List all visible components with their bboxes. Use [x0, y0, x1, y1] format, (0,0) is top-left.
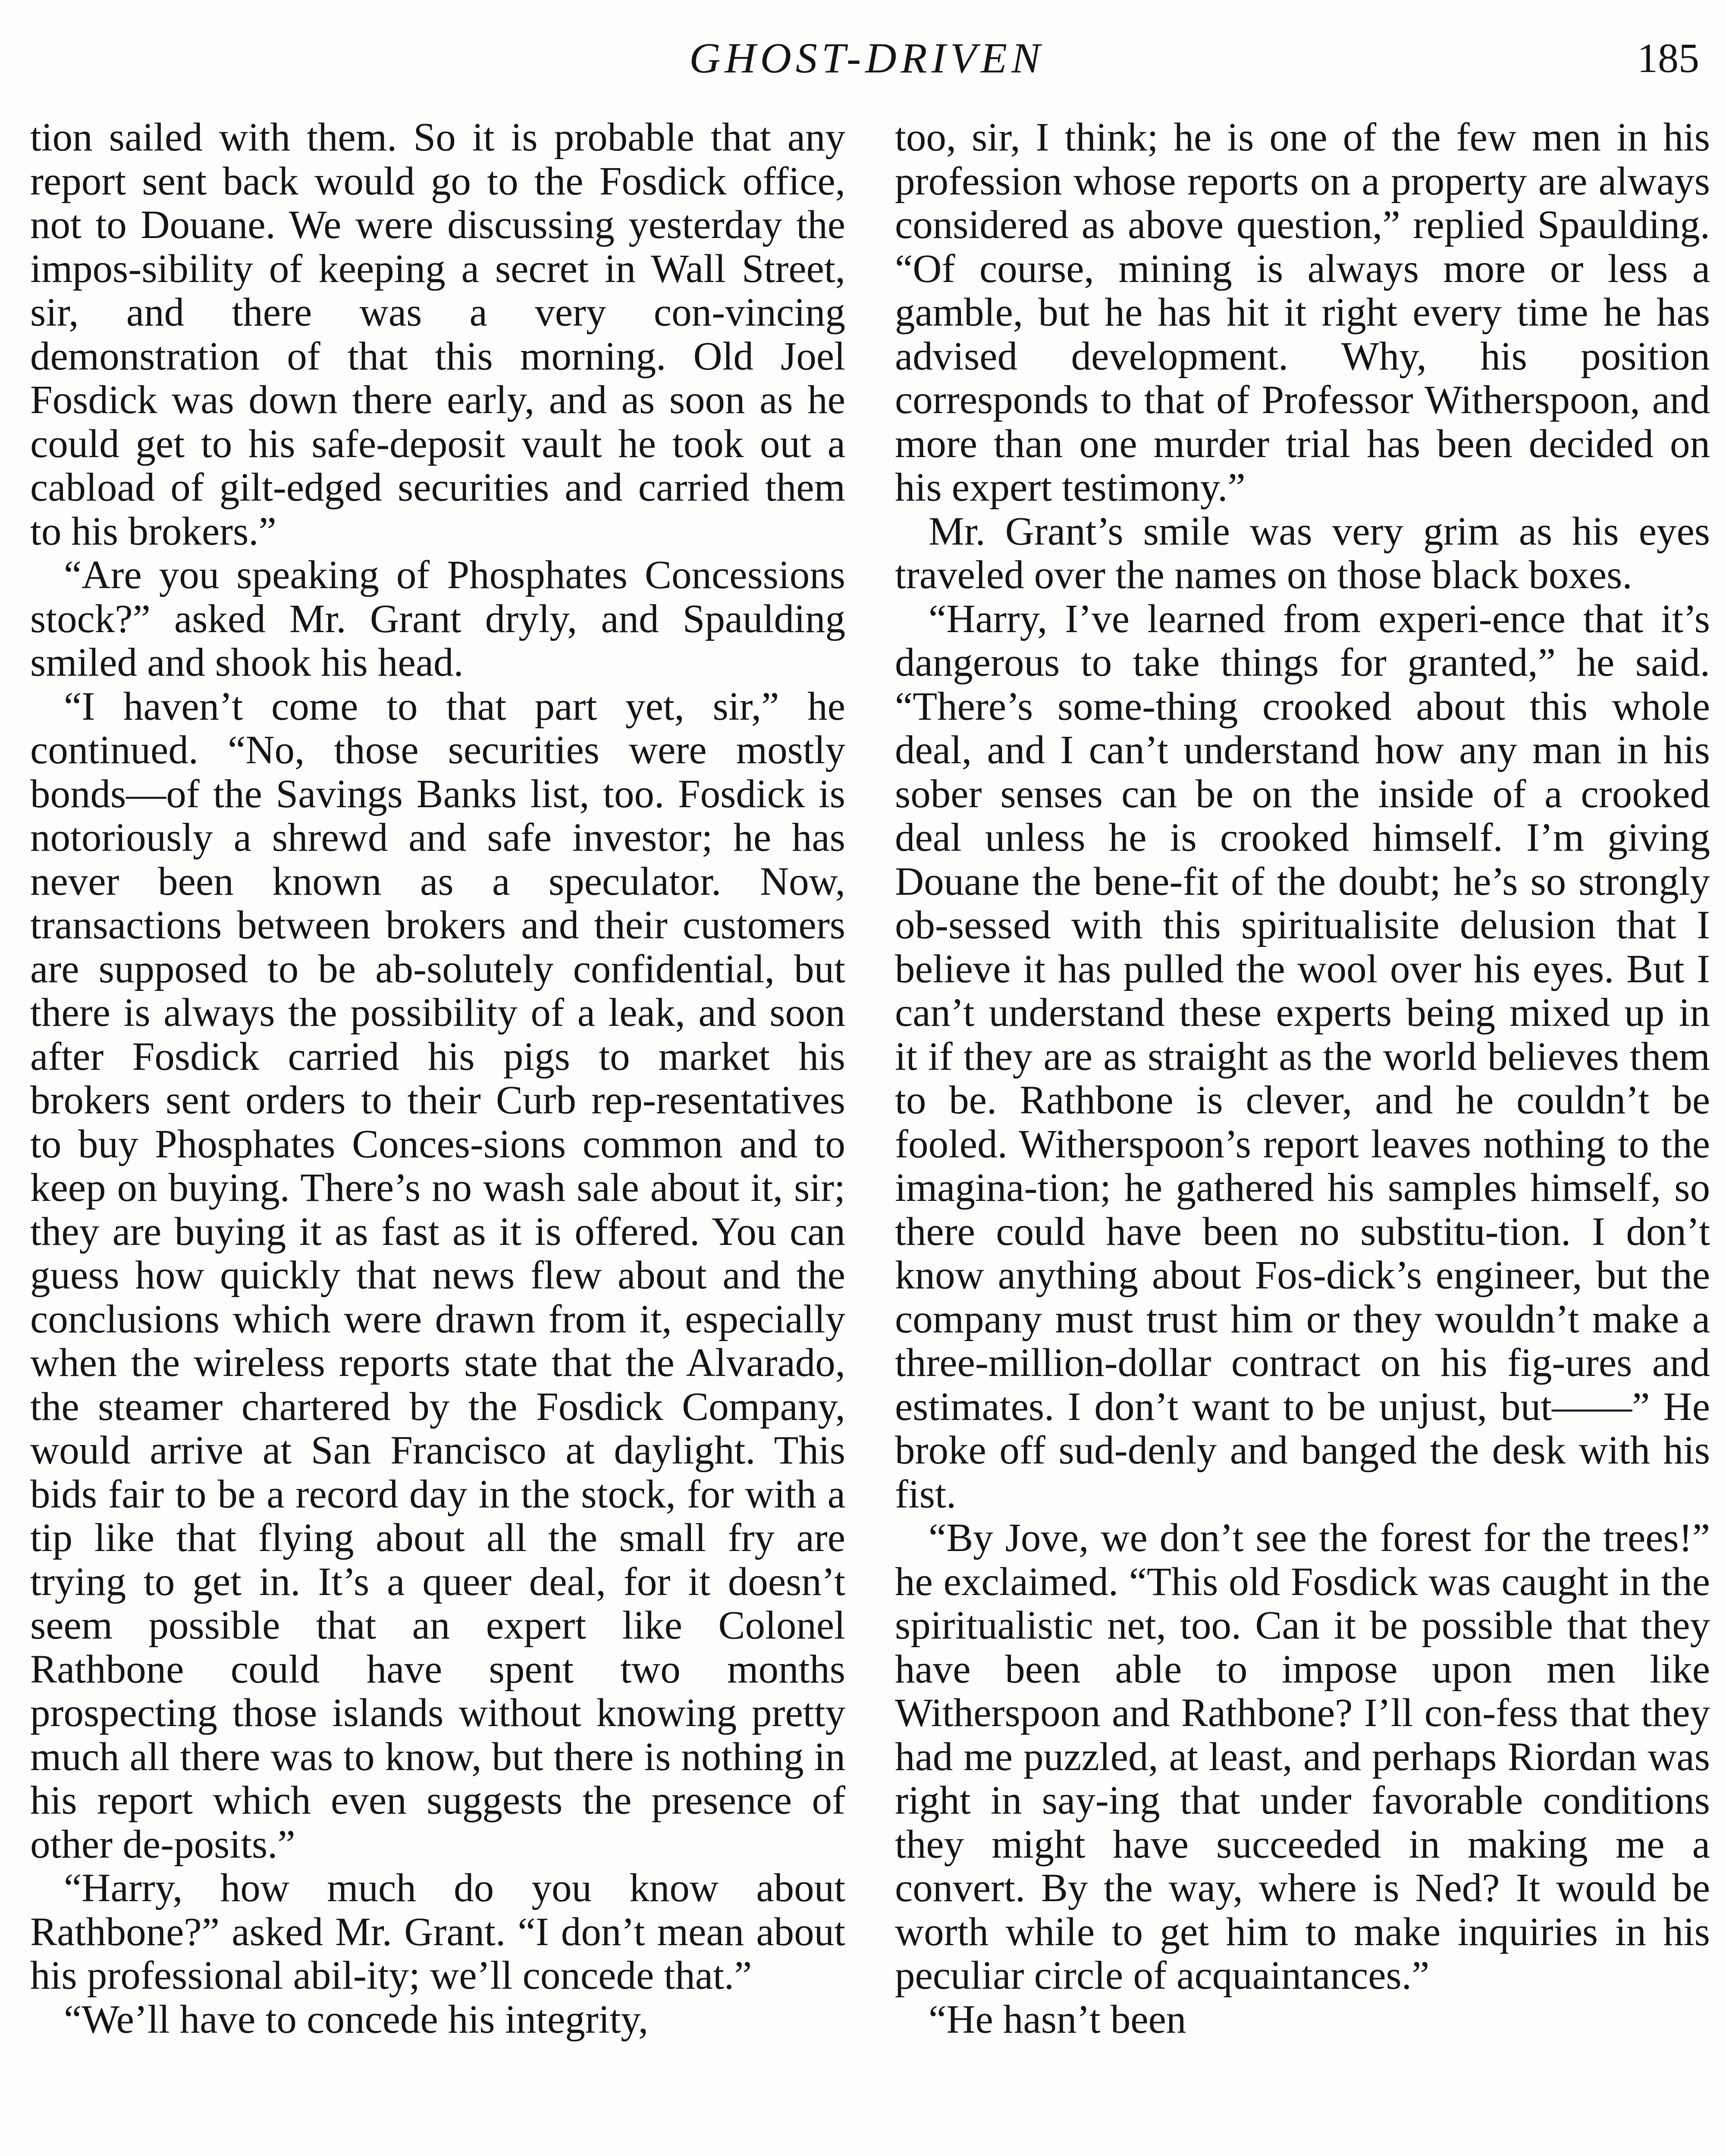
paragraph: “Harry, how much do you know about Rathbone?” asked Mr. Grant. “I don’t mean about his professional abil-ity; we’ll concede that.”	[30, 1866, 845, 1998]
running-head	[0, 30, 1726, 86]
paragraph: tion sailed with them. So it is probable that any report sent back would go to the Fosdick office, not to Douane. We were discussing yesterday the impos-sibility of keeping a secret in Wall Street, sir, and there was a very con-vincing demonstration of that this morning. Old Joel Fosdick was down there early, and as soon as he could get to his safe-deposit vault he took out a cabload of gilt-edged securities and carried them to his brokers.”	[30, 116, 845, 554]
paragraph: “Harry, I’ve learned from experi-ence that it’s dangerous to take things for granted,” he said. “There’s some-thing crooked about this whole deal, and I can’t understand how any man in his sober senses can be on the inside of a crooked deal unless he is crooked himself. I’m giving Douane the bene-fit of the doubt; he’s so strongly ob-sessed with this spiritualisite delusion that I believe it has pulled the wool over his eyes. But I can’t understand these experts being mixed up in it if they are as straight as the world believes them to be. Rathbone is clever, and he couldn’t be fooled. Witherspoon’s report leaves nothing to the imagina-tion; he gathered his samples himself, so there could have been no substitu-tion. I don’t know anything about Fos-dick’s engineer, but the company must trust him or they wouldn’t make a three-million-dollar contract on his fig-ures and estimates. I don’t want to be unjust, but——” He broke off sud-denly and banged the desk with his fist.	[895, 596, 1710, 1517]
text-column-left	[30, 116, 845, 2156]
text-column-right	[895, 116, 1710, 2156]
page-number: 185	[1637, 35, 1699, 81]
paragraph: “He hasn’t been	[929, 1997, 1186, 2042]
paragraph: “We’ll have to concede his integrity,	[64, 1997, 649, 2042]
paragraph: too, sir, I think; he is one of the few men in his profession whose reports on a property are always considered as above question,” replied Spaulding. “Of course, mining is always more or less a gamble, but he has hit it right every time he has advised development. Why, his position corresponds to that of Professor Witherspoon, and more than one murder trial has been decided on his expert testimony.”	[895, 116, 1710, 510]
running-title: GHOST-DRIVEN	[689, 34, 1045, 82]
paragraph: “Are you speaking of Phosphates Concessions stock?” asked Mr. Grant dryly, and Spaulding smiled and shook his head.	[30, 553, 845, 685]
paragraph: “By Jove, we don’t see the forest for the trees!” he exclaimed. “This old Fosdick was caught in the spiritualistic net, too. Can it be possible that they have been able to impose upon men like Witherspoon and Rathbone? I’ll con-fess that they had me puzzled, at least, and perhaps Riordan was right in say-ing that under favorable conditions they might have succeeded in making me a convert. By the way, where is Ned? It would be worth while to get him to make inquiries in his peculiar circle of acquaintances.”	[895, 1516, 1710, 1998]
paragraph: Mr. Grant’s smile was very grim as his eyes traveled over the names on those black boxes.	[895, 509, 1710, 597]
paragraph: “I haven’t come to that part yet, sir,” he continued. “No, those securities were mostly bonds—of the Savings Banks list, too. Fosdick is notoriously a shrewd and safe investor; he has never been known as a speculator. Now, transactions between brokers and their customers are supposed to be ab-solutely confidential, but there is always the possibility of a leak, and soon after Fosdick carried his pigs to market his brokers sent orders to their Curb rep-resentatives to buy Phosphates Conces-sions common and to keep on buying. There’s no wash sale about it, sir; they are buying it as fast as it is offered. You can guess how quickly that news flew about and the conclusions which were drawn from it, especially when the wireless reports state that the Alvarado, the steamer chartered by the Fosdick Company, would arrive at San Francisco at daylight. This bids fair to be a record day in the stock, for with a tip like that flying about all the small fry are trying to get in. It’s a queer deal, for it doesn’t seem possible that an expert like Colonel Rathbone could have spent two months prospecting those islands without knowing pretty much all there was to know, but there is nothing in his report which even suggests the presence of other de-posits.”	[30, 684, 845, 1867]
